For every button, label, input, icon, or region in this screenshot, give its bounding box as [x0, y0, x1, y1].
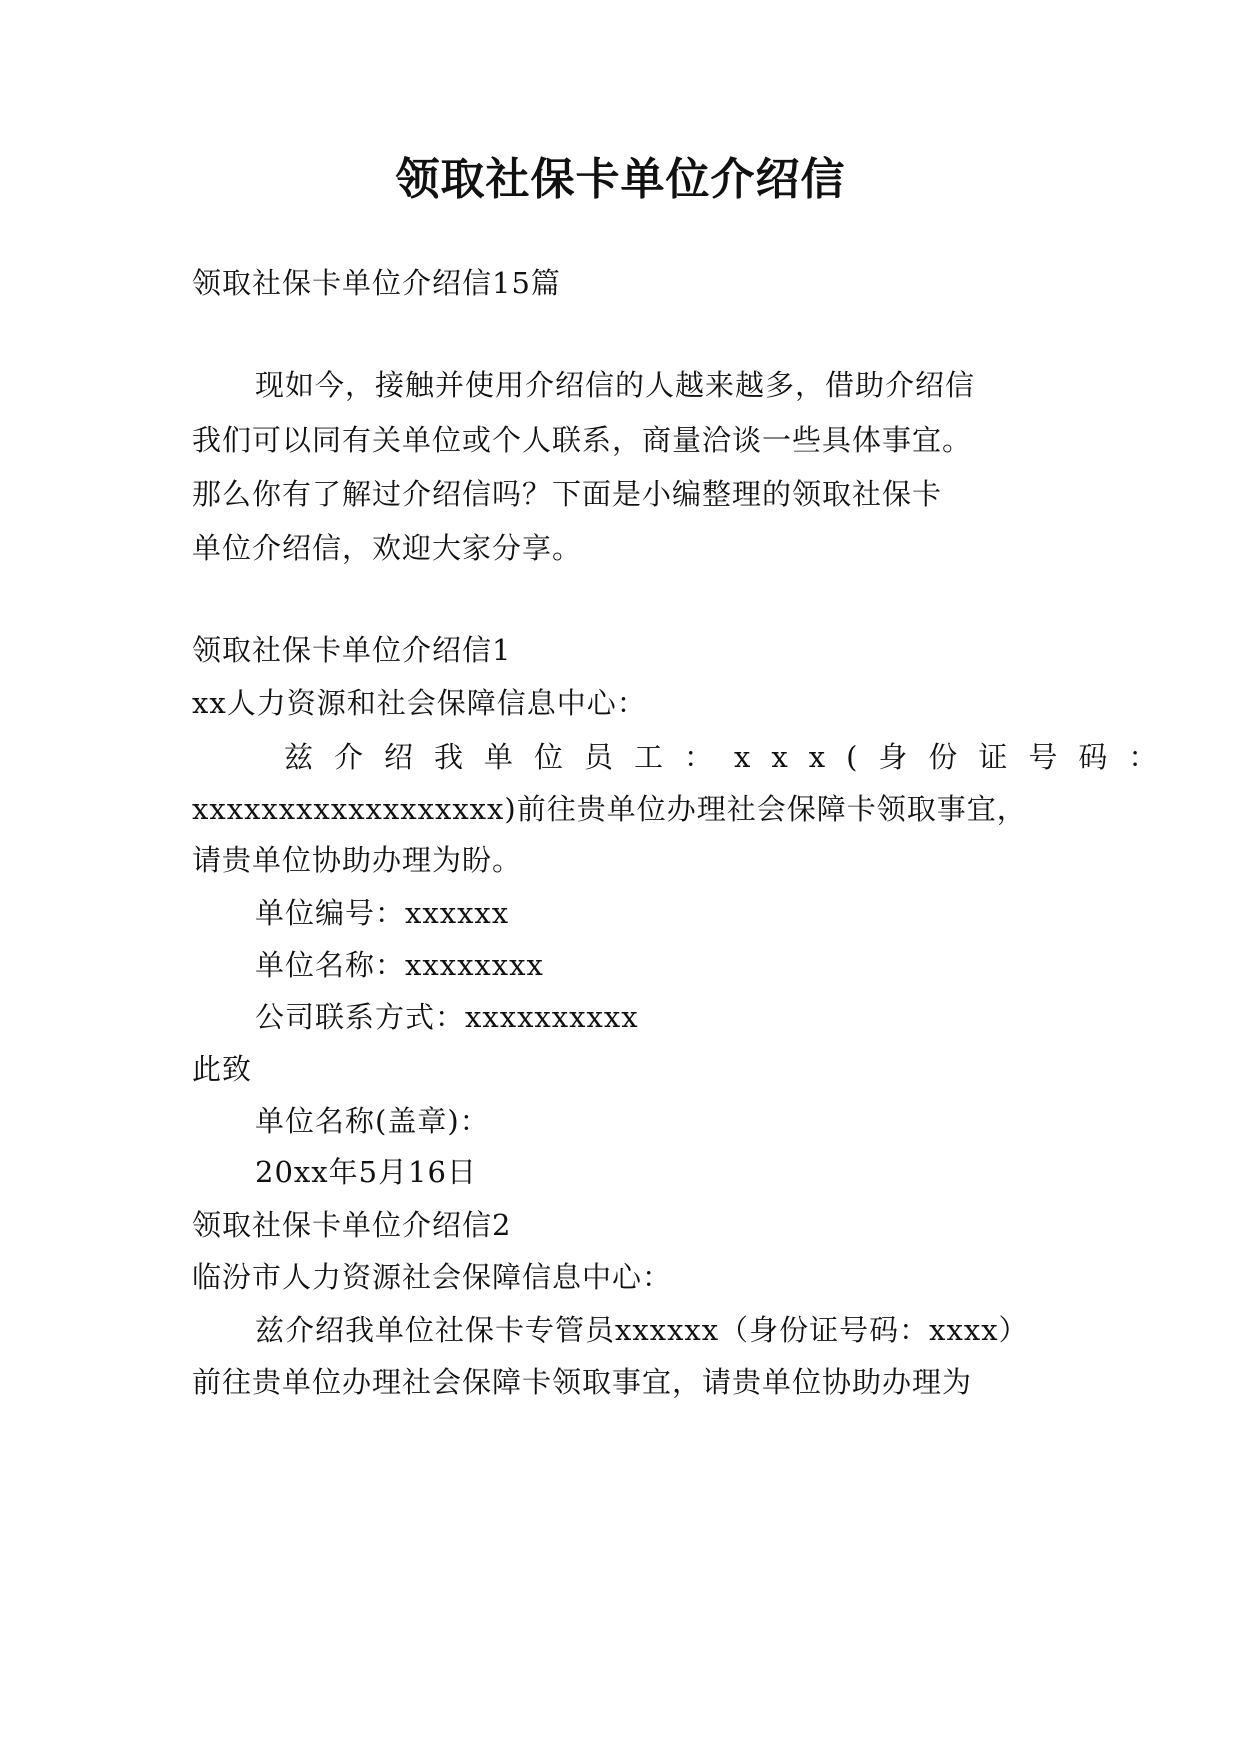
letter-recipient: 临汾市人力资源社会保障信息中心： [192, 1260, 673, 1294]
company-contact: 公司联系方式：xxxxxxxxxx [255, 1000, 639, 1034]
letter-heading: 领取社保卡单位介绍信1 [192, 633, 512, 667]
letter-body-line: 兹介绍我单位员工：xxx(身份证号码： [284, 740, 1179, 774]
letter-body-line: xxxxxxxxxxxxxxxxxx)前往贵单位办理社会保障卡领取事宜， [192, 792, 1027, 826]
unit-number: 单位编号：xxxxxx [255, 896, 510, 930]
document-title: 领取社保卡单位介绍信 [395, 154, 846, 205]
seal-line: 单位名称(盖章)： [255, 1104, 490, 1138]
letter-closing: 此致 [192, 1052, 253, 1086]
letter-body-line: 请贵单位协助办理为盼。 [192, 843, 523, 877]
letter-heading: 领取社保卡单位介绍信2 [192, 1208, 512, 1242]
letter-recipient: xx人力资源和社会保障信息中心： [192, 686, 647, 720]
letter-body-line: 兹介绍我单位社保卡专管员xxxxxx（身份证号码：xxxx） [255, 1313, 1029, 1347]
letter-body-line: 前往贵单位办理社会保障卡领取事宜，请贵单位协助办理为 [192, 1365, 973, 1399]
letter-date: 20xx年5月16日 [255, 1155, 477, 1189]
intro-line: 单位介绍信，欢迎大家分享。 [192, 531, 583, 565]
document-subtitle: 领取社保卡单位介绍信15篇 [192, 266, 561, 300]
intro-line: 那么你有了解过介绍信吗？下面是小编整理的领取社保卡 [192, 477, 943, 511]
intro-line: 我们可以同有关单位或个人联系，商量洽谈一些具体事宜。 [192, 423, 973, 457]
intro-line: 现如今，接触并使用介绍信的人越来越多，借助介绍信 [255, 368, 976, 402]
unit-name: 单位名称：xxxxxxxx [255, 948, 544, 982]
